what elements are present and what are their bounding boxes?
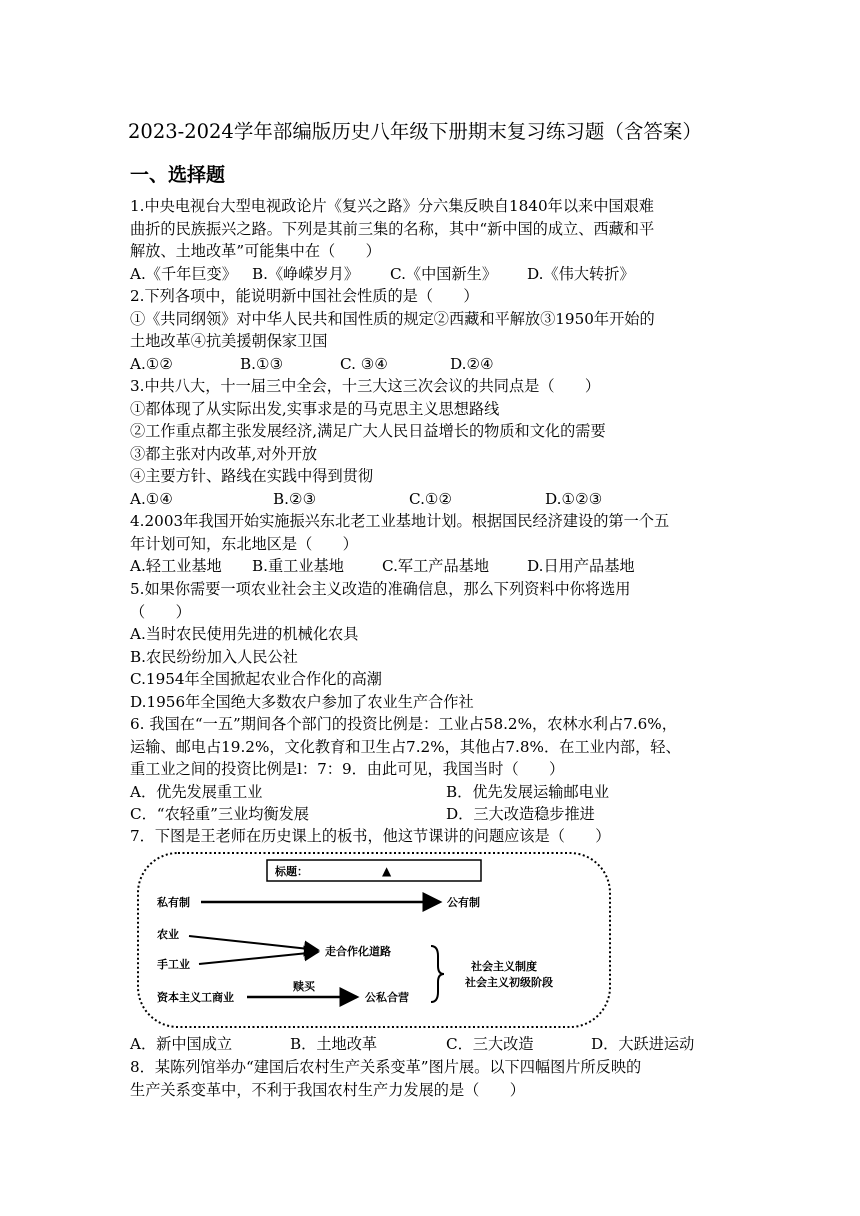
option-c[interactable]: C.《中国新生》	[390, 264, 498, 283]
question-text: 运输、邮电占19.2%，文化教育和卫生占7.2%，其他占7.8%．在工业内部，轻、	[130, 737, 681, 756]
document-title: 2023-2024学年部编版历史八年级下册期末复习练习题（含答案）	[128, 120, 702, 143]
option-row	[130, 263, 730, 286]
option-c[interactable]: C．三大改造	[446, 1035, 534, 1053]
option-row	[130, 1033, 730, 1056]
option-d[interactable]: D．大跃进运动	[591, 1035, 695, 1053]
option-a[interactable]: A.①④	[130, 489, 174, 508]
question-5	[130, 578, 730, 713]
question-text: 4.2003年我国开始实施振兴东北老工业基地计划。根据国民经济建设的第一个五	[130, 512, 670, 530]
option-a[interactable]: A．新中国成立	[130, 1035, 233, 1053]
option-a[interactable]: A．优先发展重工业	[130, 782, 263, 801]
option-a[interactable]: A.当时农民使用先进的机械化农具	[130, 625, 359, 643]
option-row	[130, 488, 730, 511]
question-text: 生产关系变革中，不利于我国农村生产力发展的是（ ）	[130, 1080, 525, 1099]
question-text: ①都体现了从实际出发,实事求是的马克思主义思想路线	[130, 399, 500, 418]
option-b[interactable]: B．优先发展运输邮电业	[446, 782, 610, 801]
question-text: 土地改革④抗美援朝保家卫国	[130, 332, 328, 350]
question-text: 曲折的民族振兴之路。下列是其前三集的名称，其中“新中国的成立、西藏和平	[130, 219, 655, 238]
agriculture-label: 农业	[157, 928, 179, 941]
option-d[interactable]: D.①②③	[545, 489, 603, 508]
option-row	[130, 781, 730, 804]
capitalist-commerce-label: 资本主义工商业	[157, 991, 234, 1004]
option-row	[130, 555, 730, 578]
option-d[interactable]: D.《伟大转折》	[527, 264, 635, 283]
question-text: 解放、土地改革”可能集中在（ ）	[130, 242, 381, 260]
question-2	[130, 285, 730, 375]
option-c[interactable]: C. ③④	[340, 354, 388, 373]
private-ownership-label: 私有制	[157, 896, 190, 909]
option-a[interactable]: A.①②	[130, 354, 174, 373]
option-c[interactable]: C．“农轻重”三业均衡发展	[130, 805, 310, 823]
public-ownership-label: 公有制	[447, 896, 480, 909]
option-c[interactable]: C.1954年全国掀起农业合作化的高潮	[130, 670, 382, 688]
brace-icon	[431, 946, 444, 1002]
option-a[interactable]: A.轻工业基地	[130, 557, 222, 575]
option-a[interactable]: A.《千年巨变》	[130, 264, 237, 283]
option-b[interactable]: B.①③	[240, 354, 284, 373]
option-d[interactable]: D.日用产品基地	[527, 557, 635, 575]
question-text: ③都主张对内改革,对外开放	[130, 444, 318, 463]
question-text: 重工业之间的投资比例是l：7：9．由此可见，我国当时（ ）	[130, 760, 565, 778]
question-4	[130, 510, 730, 578]
redemption-label: 赎买	[293, 980, 315, 993]
question-text: （ ）	[130, 602, 191, 621]
option-b[interactable]: B．土地改革	[290, 1035, 378, 1053]
question-7-options	[130, 1033, 730, 1056]
section-heading: 一、选择题	[130, 164, 226, 186]
triangle-icon: ▲	[382, 864, 392, 878]
title-box-label: 标题：	[275, 865, 308, 878]
question-text: ②工作重点都主张发展经济,满足广大人民日益增长的物质和文化的需要	[130, 422, 606, 440]
question-text: 8．某陈列馆举办“建国后农村生产关系变革”图片展。以下四幅图片所反映的	[130, 1058, 642, 1076]
question-text: 2.下列各项中，能说明新中国社会性质的是（ ）	[130, 287, 479, 305]
option-b[interactable]: B.②③	[273, 489, 317, 508]
cooperative-road-label: 走合作化道路	[325, 945, 391, 958]
question-8	[130, 1056, 730, 1101]
handicraft-label: 手工业	[157, 958, 190, 971]
option-c[interactable]: C.①②	[409, 489, 453, 508]
question-text: ①《共同纲领》对中华人民共和国性质的规定②西藏和平解放③1950年开始的	[130, 309, 655, 328]
option-b[interactable]: B.农民纷纷加入人民公社	[130, 647, 298, 666]
question-text: 7．下图是王老师在历史课上的板书，他这节课讲的问题应该是（ ）	[130, 827, 611, 845]
option-c[interactable]: C.军工产品基地	[382, 557, 490, 575]
option-d[interactable]: D.1956年全国绝大多数农户参加了农业生产合作社	[130, 692, 474, 711]
option-d[interactable]: D．三大改造稳步推进	[446, 805, 595, 823]
option-b[interactable]: B.《峥嵘岁月》	[252, 264, 360, 283]
arrow-icon	[199, 952, 318, 964]
question-text: ④主要方针、路线在实践中得到贯彻	[130, 467, 373, 485]
question-text: 3.中共八大，十一届三中全会，十三大这三次会议的共同点是（ ）	[130, 377, 601, 395]
joint-venture-label: 公私合营	[365, 991, 409, 1004]
option-row	[130, 353, 730, 376]
question-text: 1.中央电视台大型电视政论片《复兴之路》分六集反映自1840年以来中国艰难	[130, 197, 654, 215]
question-text: 6. 我国在“一五”期间各个部门的投资比例是：工业占58.2%，农林水利占7.6%，	[130, 715, 677, 733]
arrow-icon	[189, 936, 318, 950]
question-text: 年计划可知，东北地区是（ ）	[130, 534, 358, 553]
question-7	[130, 825, 730, 848]
blackboard-diagram	[135, 850, 613, 1030]
primary-stage-label: 社会主义初级阶段	[465, 976, 553, 989]
question-3	[130, 375, 730, 510]
option-row	[130, 803, 730, 826]
question-text: 5.如果你需要一项农业社会主义改造的准确信息，那么下列资料中你将选用	[130, 580, 631, 598]
socialist-system-label: 社会主义制度	[471, 960, 537, 973]
option-b[interactable]: B.重工业基地	[252, 557, 344, 575]
option-d[interactable]: D.②④	[450, 354, 494, 373]
question-1	[130, 195, 730, 285]
question-6	[130, 713, 730, 826]
